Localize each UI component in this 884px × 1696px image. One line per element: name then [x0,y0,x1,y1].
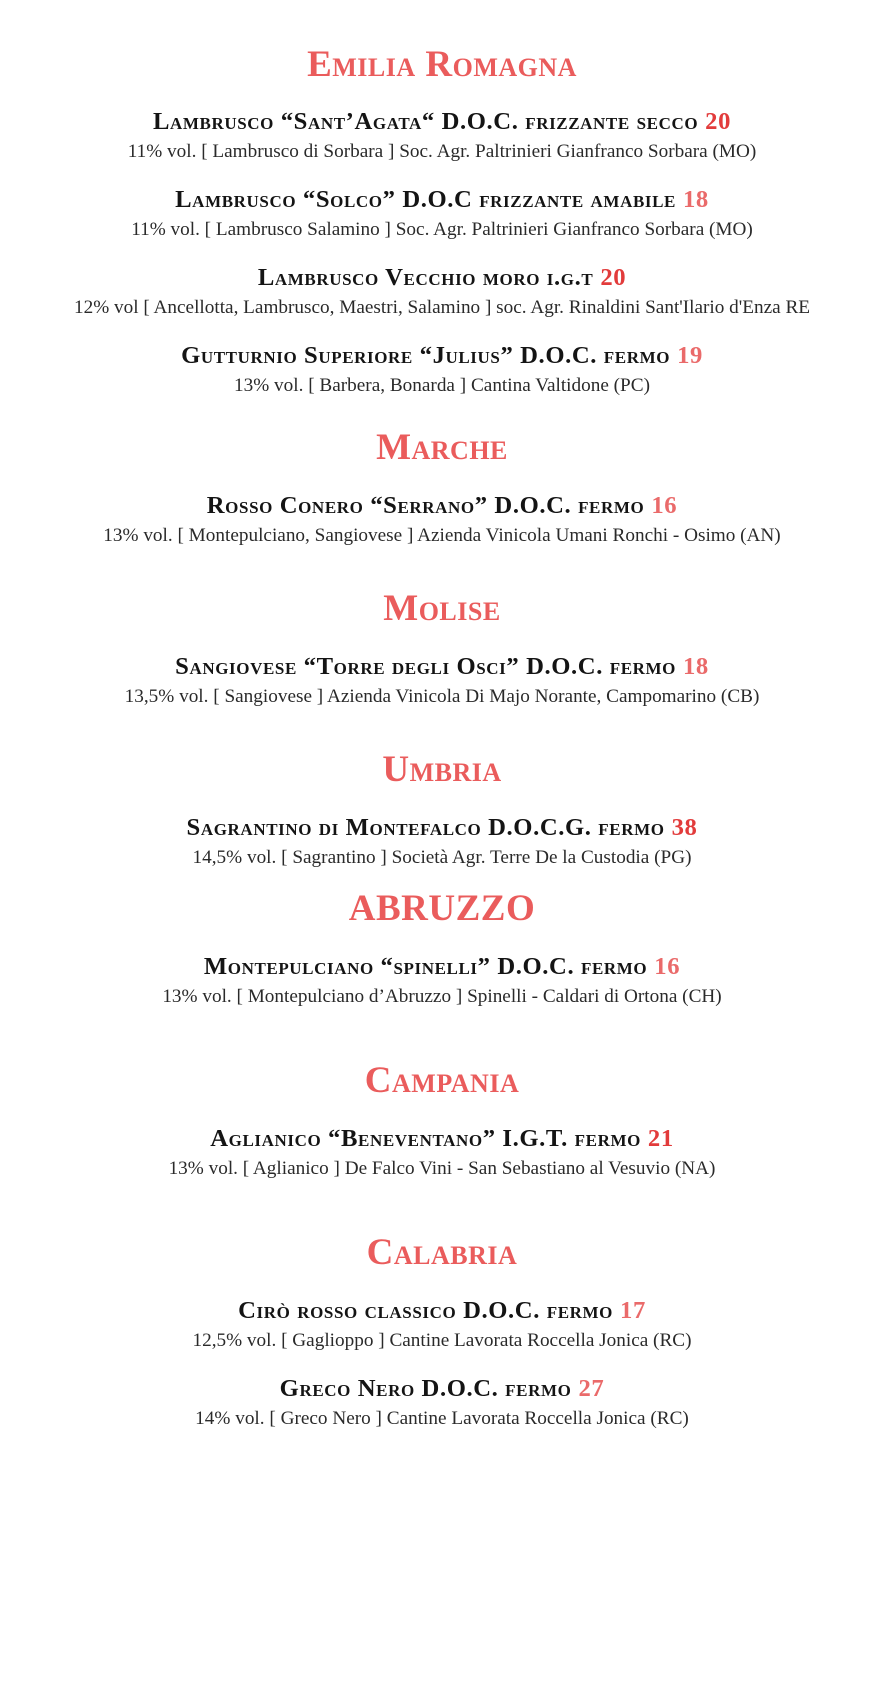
wine-name-line [0,186,884,214]
wine-item [0,1125,884,1181]
wine-item [0,953,884,1009]
wine-details: 11% vol. [ Lambrusco di Sorbara ] Soc. Agr. Paltrinieri Gianfranco Sorbara (MO) [127,141,757,162]
wine-name-line [0,1125,884,1153]
wine-name-line [0,814,884,842]
wine-price: 19 [677,342,703,369]
wine-details: 13,5% vol. [ Sangiovese ] Azienda Vinicola Di Majo Norante, Campomarino (CB) [124,686,760,707]
wine-details: 13% vol. [ Barbera, Bonarda ] Cantina Valtidone (PC) [234,375,650,396]
wine-item [0,186,884,242]
wine-name: Sagrantino di Montefalco D.O.C.G. fermo [186,814,665,841]
wine-name: Lambrusco Vecchio moro i.g.t [257,264,594,291]
wine-name: Sangiovese “Torre degli Osci” D.O.C. fermo [175,653,676,680]
wine-price: 21 [647,1125,674,1152]
wine-item [0,264,884,320]
wine-details: 13% vol. [ Montepulciano, Sangiovese ] Azienda Vinicola Umani Ronchi - Osimo (AN) [103,525,781,546]
wine-details: 11% vol. [ Lambrusco Salamino ] Soc. Agr. Paltrinieri Gianfranco Sorbara (MO) [131,219,753,240]
wine-name: Lambrusco “Sant’Agata“ D.O.C. frizzante secco [152,108,699,135]
wine-name-line [0,264,884,292]
wine-name-line [0,653,884,681]
wine-details: 13% vol. [ Montepulciano d’Abruzzo ] Spinelli - Caldari di Ortona (CH) [162,986,722,1007]
region-heading-campania: Campania [364,1060,520,1101]
wine-name-line [0,953,884,981]
region-heading-emilia-romagna: Emilia Romagna [307,44,577,85]
region-heading-umbria: Umbria [382,749,502,790]
wine-price: 18 [683,653,709,680]
wine-price: 20 [705,108,732,135]
wine-item [0,342,884,398]
wine-item [0,1297,884,1353]
wine-name-line [0,342,884,370]
wine-name-line [0,492,884,520]
region-heading-molise: Molise [383,588,501,629]
wine-name-line [0,108,884,136]
wine-price: 38 [671,814,698,841]
wine-item [0,814,884,870]
wine-item [0,1375,884,1431]
wine-price: 17 [620,1297,646,1324]
wine-name: Cirò rosso classico D.O.C. fermo [238,1297,614,1324]
wine-price: 18 [682,186,709,213]
wine-price: 20 [600,264,627,291]
wine-name: Gutturnio Superiore “Julius” D.O.C. fermo [181,342,671,369]
wine-details: 14% vol. [ Greco Nero ] Cantine Lavorata Roccella Jonica (RC) [195,1408,689,1429]
wine-price: 16 [654,953,681,980]
region-heading-abruzzo: ABRUZZO [348,888,536,929]
wine-price: 16 [651,492,678,519]
wine-price: 27 [578,1375,605,1402]
wine-name: Montepulciano “spinelli” D.O.C. fermo [203,953,648,980]
wine-name: Greco Nero D.O.C. fermo [279,1375,572,1402]
wine-item [0,492,884,548]
region-heading-marche: Marche [376,427,508,468]
wine-name: Lambrusco “Solco” D.O.C frizzante amabile [175,186,676,213]
wine-details: 14,5% vol. [ Sagrantino ] Società Agr. Terre De la Custodia (PG) [192,847,692,868]
wine-item [0,108,884,164]
wine-details: 12,5% vol. [ Gaglioppo ] Cantine Lavorata Roccella Jonica (RC) [192,1330,692,1351]
wine-item [0,653,884,709]
wine-name-line [0,1375,884,1403]
wine-name-line [0,1297,884,1325]
region-heading-calabria: Calabria [366,1232,518,1273]
wine-name: Rosso Conero “Serrano” D.O.C. fermo [206,492,645,519]
wine-name: Aglianico “Beneventano” I.G.T. fermo [210,1125,641,1152]
wine-details: 12% vol [ Ancellotta, Lambrusco, Maestri, Salamino ] soc. Agr. Rinaldini Sant'Ilario d'Enza RE [73,297,811,318]
wine-details: 13% vol. [ Aglianico ] De Falco Vini - San Sebastiano al Vesuvio (NA) [168,1158,716,1179]
